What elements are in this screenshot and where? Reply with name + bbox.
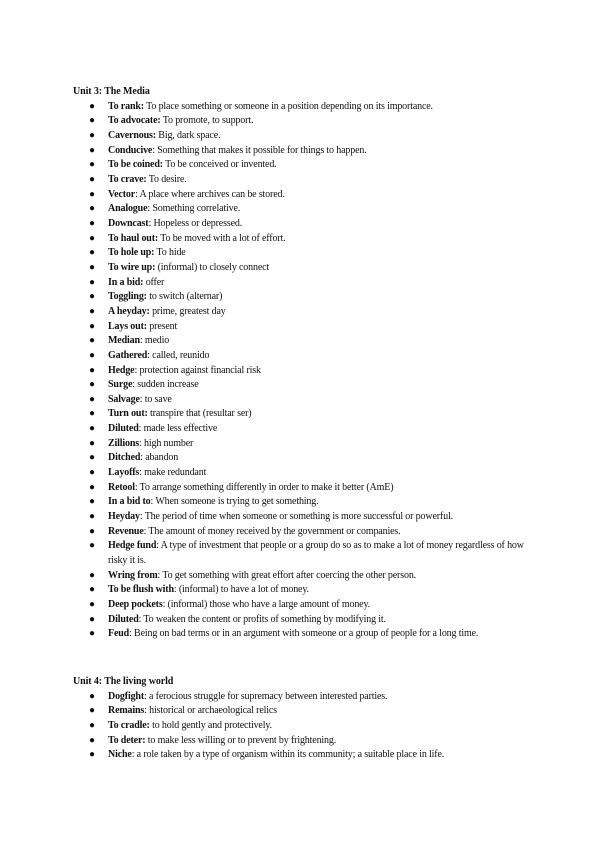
vocabulary-definition: : The period of time when someone or something is more successful or powerful.: [139, 511, 453, 523]
bullet-icon: ●: [89, 408, 95, 420]
vocabulary-term: To haul out:: [108, 232, 159, 244]
bullet-icon: ●: [89, 569, 95, 581]
vocabulary-term: To advocate:: [108, 115, 161, 127]
vocabulary-definition: : made less effective: [138, 423, 218, 435]
vocabulary-definition: : (informal) to have a lot of money.: [173, 584, 309, 596]
vocabulary-term: Niche: [108, 749, 132, 761]
vocabulary-definition: To desire.: [146, 173, 187, 185]
list-item: [73, 466, 533, 481]
vocabulary-term: In a bid to: [108, 496, 151, 508]
bullet-icon: ●: [89, 584, 95, 596]
list-item: [73, 349, 533, 364]
vocabulary-term: Hedge fund: [108, 540, 157, 552]
vocabulary-term: Downcast: [108, 217, 149, 229]
vocabulary-term: To wire up:: [108, 261, 156, 273]
vocabulary-definition: : sudden increase: [132, 379, 199, 391]
vocabulary-definition: to switch (alternar): [146, 291, 223, 303]
vocabulary-term: To deter:: [108, 734, 146, 746]
vocabulary-term: Heyday: [108, 511, 140, 523]
bullet-icon: ●: [89, 364, 95, 376]
vocabulary-definition: To promote, to support.: [160, 115, 254, 127]
list-item: [73, 202, 533, 217]
vocabulary-term: Remains: [108, 705, 145, 717]
list-item: [73, 158, 533, 173]
vocabulary-definition: prime, greatest day: [149, 305, 226, 317]
list-item: [73, 704, 533, 719]
list-item: [73, 719, 533, 734]
vocabulary-definition: : Being on bad terms or in an argument with someone or a group of people for a long time.: [129, 628, 479, 640]
vocabulary-term: Hedge: [108, 364, 135, 376]
bullet-icon: ●: [89, 247, 95, 259]
list-item: [73, 481, 533, 496]
vocabulary-term: A heyday:: [108, 305, 150, 317]
bullet-icon: ●: [89, 115, 95, 127]
list-item: [73, 690, 533, 705]
list-item: [73, 734, 533, 749]
vocabulary-term: To be flush with: [108, 584, 174, 596]
vocabulary-term: Lays out:: [108, 320, 147, 332]
bullet-icon: ●: [89, 599, 95, 611]
vocabulary-definition: : a ferocious struggle for supremacy between interested parties.: [144, 690, 388, 702]
bullet-icon: ●: [89, 690, 95, 702]
vocabulary-term: Median: [108, 335, 140, 347]
vocabulary-term: Ditched: [108, 452, 141, 464]
vocabulary-definition: : a role taken by a type of organism within its community; a suitable place in life.: [131, 749, 445, 761]
bullet-icon: ●: [89, 349, 95, 361]
vocabulary-definition: : protection against financial risk: [134, 364, 261, 376]
bullet-icon: ●: [89, 173, 95, 185]
list-item: [73, 613, 533, 628]
list-item: [73, 188, 533, 203]
vocabulary-term: Turn out:: [108, 408, 148, 420]
vocabulary-term: In a bid:: [108, 276, 144, 288]
bullet-icon: ●: [89, 496, 95, 508]
vocabulary-term: Vector: [108, 188, 136, 200]
bullet-icon: ●: [89, 232, 95, 244]
bullet-icon: ●: [89, 276, 95, 288]
list-item: [73, 114, 533, 129]
vocabulary-definition: : called, reunido: [147, 349, 210, 361]
vocabulary-definition: : (informal) those who have a large amount of money.: [162, 599, 371, 611]
vocabulary-term: Layoffs: [108, 467, 140, 479]
vocabulary-definition: : To arrange something differently in order to make it better (AmE): [134, 481, 394, 493]
vocabulary-term: Salvage: [108, 393, 140, 405]
bullet-icon: ●: [89, 379, 95, 391]
vocabulary-definition: : Hopeless or depressed.: [148, 217, 243, 229]
vocabulary-definition: : historical or archaeological relics: [144, 705, 277, 717]
bullet-icon: ●: [89, 100, 95, 112]
list-item: [73, 539, 533, 568]
bullet-icon: ●: [89, 320, 95, 332]
list-item: [73, 217, 533, 232]
vocabulary-term: Dogfight: [108, 690, 145, 702]
vocabulary-definition: To be conceived or invented.: [162, 159, 277, 171]
vocabulary-term: To cradle:: [108, 720, 150, 732]
vocabulary-term: Toggling:: [108, 291, 147, 303]
bullet-icon: ●: [89, 720, 95, 732]
vocabulary-term: Gathered: [108, 349, 148, 361]
vocabulary-term: Diluted: [108, 423, 139, 435]
list-item: [73, 583, 533, 598]
bullet-icon: ●: [89, 423, 95, 435]
bullet-icon: ●: [89, 613, 95, 625]
list-item: [73, 100, 533, 115]
unit-3-vocabulary-list: [73, 100, 533, 642]
vocabulary-term: To hole up:: [108, 247, 155, 259]
vocabulary-term: Feud: [108, 628, 130, 640]
bullet-icon: ●: [89, 335, 95, 347]
vocabulary-term: Retool: [108, 481, 135, 493]
list-item: [73, 748, 533, 763]
bullet-icon: ●: [89, 305, 95, 317]
bullet-icon: ●: [89, 628, 95, 640]
vocabulary-term: Analogue: [108, 203, 148, 215]
list-item: [73, 407, 533, 422]
list-item: [73, 525, 533, 540]
vocabulary-definition: : To get something with great effort after coercing the other person.: [157, 569, 417, 581]
vocabulary-definition: to make less willing or to prevent by frightening.: [145, 734, 337, 746]
bullet-icon: ●: [89, 525, 95, 537]
unit-3-section: [73, 85, 533, 642]
bullet-icon: ●: [89, 481, 95, 493]
bullet-icon: ●: [89, 159, 95, 171]
bullet-icon: ●: [89, 203, 95, 215]
vocabulary-term: Zillions: [108, 437, 140, 449]
unit-3-heading: Unit 3: The Media: [73, 86, 150, 97]
list-item: [73, 598, 533, 613]
vocabulary-definition: To place something or someone in a position depending on its importance.: [143, 100, 433, 112]
list-item: [73, 320, 533, 335]
list-item: [73, 393, 533, 408]
vocabulary-definition: present: [146, 320, 178, 332]
list-item: [73, 627, 533, 642]
bullet-icon: ●: [89, 511, 95, 523]
vocabulary-definition: : Something correlative.: [147, 203, 241, 215]
vocabulary-definition: (informal) to closely connect: [155, 261, 270, 273]
list-item: [73, 276, 533, 291]
vocabulary-term: Deep pockets: [108, 599, 163, 611]
vocabulary-definition: : Something that makes it possible for things to happen.: [152, 144, 367, 156]
list-item: [73, 334, 533, 349]
list-item: [73, 569, 533, 584]
list-item: [73, 129, 533, 144]
bullet-icon: ●: [89, 393, 95, 405]
list-item: [73, 451, 533, 466]
list-item: [73, 495, 533, 510]
vocabulary-definition: To hide: [154, 247, 186, 259]
vocabulary-term: To rank:: [108, 100, 144, 112]
list-item: [73, 290, 533, 305]
vocabulary-term: To crave:: [108, 173, 147, 185]
vocabulary-definition: : To weaken the content or profits of something by modifying it.: [138, 613, 386, 625]
list-item: [73, 378, 533, 393]
vocabulary-definition: transpire that (resultar ser): [147, 408, 252, 420]
bullet-icon: ●: [89, 452, 95, 464]
vocabulary-term: Conducive: [108, 144, 153, 156]
vocabulary-term: Cavernous:: [108, 130, 156, 142]
vocabulary-definition: : A place where archives can be stored.: [135, 188, 285, 200]
bullet-icon: ●: [89, 217, 95, 229]
list-item: [73, 305, 533, 320]
bullet-icon: ●: [89, 749, 95, 761]
unit-4-heading: Unit 4: The living world: [73, 676, 174, 687]
list-item: [73, 173, 533, 188]
bullet-icon: ●: [89, 437, 95, 449]
unit-4-section: [73, 675, 533, 763]
list-item: [73, 364, 533, 379]
list-item: [73, 437, 533, 452]
list-item: [73, 232, 533, 247]
vocabulary-definition: : When someone is trying to get something.: [150, 496, 319, 508]
vocabulary-definition: Big, dark space.: [155, 130, 221, 142]
bullet-icon: ●: [89, 188, 95, 200]
unit-4-vocabulary-list: [73, 690, 533, 763]
vocabulary-definition: : medio: [139, 335, 170, 347]
bullet-icon: ●: [89, 144, 95, 156]
bullet-icon: ●: [89, 291, 95, 303]
vocabulary-definition: : A type of investment that people or a group do so as to make a lot of money regardless of how risky it is.: [108, 540, 524, 567]
bullet-icon: ●: [89, 540, 95, 552]
vocabulary-term: To be coined:: [108, 159, 163, 171]
vocabulary-term: Wring from: [108, 569, 158, 581]
vocabulary-definition: : to save: [139, 393, 172, 405]
vocabulary-term: Revenue: [108, 525, 144, 537]
bullet-icon: ●: [89, 734, 95, 746]
vocabulary-definition: offer: [143, 276, 165, 288]
list-item: [73, 246, 533, 261]
vocabulary-definition: : make redundant: [139, 467, 207, 479]
vocabulary-definition: : high number: [139, 437, 194, 449]
vocabulary-term: Surge: [108, 379, 133, 391]
vocabulary-definition: : abandon: [140, 452, 179, 464]
bullet-icon: ●: [89, 705, 95, 717]
bullet-icon: ●: [89, 467, 95, 479]
bullet-icon: ●: [89, 130, 95, 142]
list-item: [73, 510, 533, 525]
vocabulary-definition: To be moved with a lot of effort.: [158, 232, 286, 244]
list-item: [73, 144, 533, 159]
vocabulary-term: Diluted: [108, 613, 139, 625]
vocabulary-definition: to hold gently and protectively.: [149, 720, 272, 732]
list-item: [73, 422, 533, 437]
vocabulary-definition: : The amount of money received by the government or companies.: [143, 525, 401, 537]
list-item: [73, 261, 533, 276]
bullet-icon: ●: [89, 261, 95, 273]
